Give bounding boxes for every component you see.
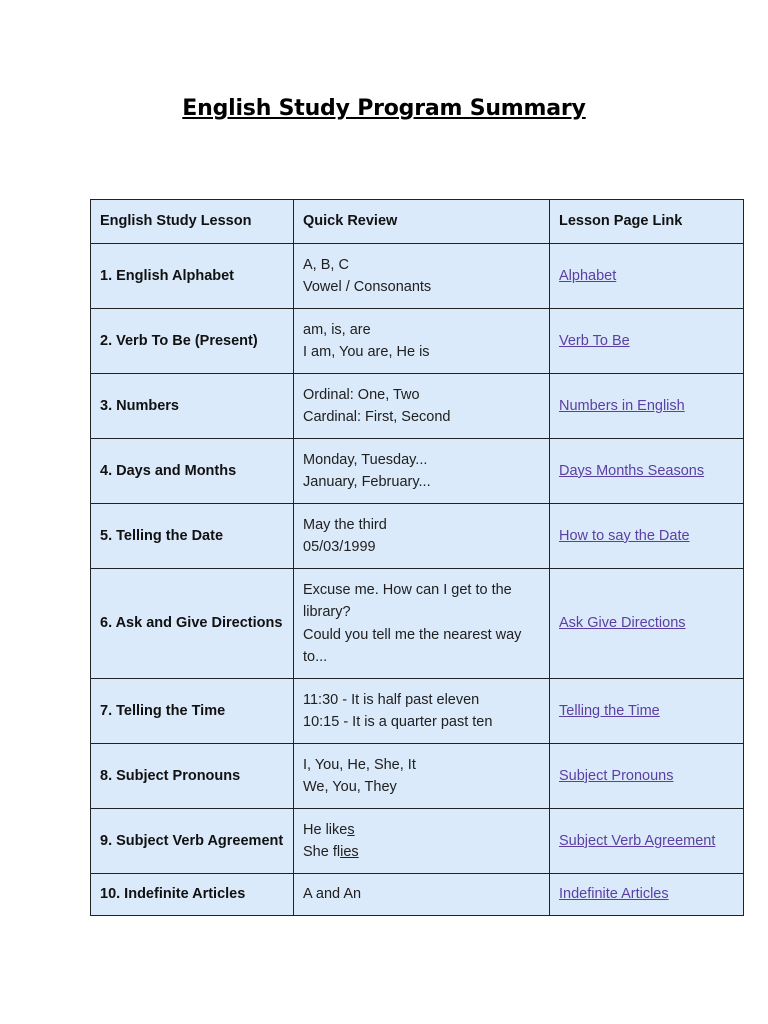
review-line: Could you tell me the nearest way to... [303, 626, 522, 665]
quick-review [294, 744, 550, 809]
quick-review [294, 309, 550, 374]
lesson-link-cell [550, 504, 744, 569]
lesson-link[interactable]: Indefinite Articles [559, 886, 669, 903]
review-line: Cardinal: First, Second [303, 409, 451, 425]
lesson-link-cell [550, 744, 744, 809]
header-lesson: English Study Lesson [91, 200, 294, 244]
lesson-link[interactable]: Alphabet [559, 267, 617, 284]
lesson-link-cell [550, 874, 744, 916]
lesson-name: 10. Indefinite Articles [91, 874, 294, 916]
lesson-link-cell [550, 244, 744, 309]
header-lesson-link: Lesson Page Link [550, 200, 744, 244]
quick-review [294, 439, 550, 504]
lesson-name: 5. Telling the Date [91, 504, 294, 569]
lesson-link-cell [550, 679, 744, 744]
review-line: I am, You are, He is [303, 344, 430, 360]
lesson-name: 4. Days and Months [91, 439, 294, 504]
table-row [91, 244, 744, 309]
lesson-link[interactable]: How to say the Date [559, 527, 690, 544]
lesson-link[interactable]: Subject Verb Agreement [559, 832, 716, 849]
lesson-link[interactable]: Numbers in English [559, 397, 685, 414]
lesson-link-cell [550, 309, 744, 374]
review-line: We, You, They [303, 779, 397, 795]
review-line: am, is, are [303, 321, 371, 338]
lesson-link[interactable]: Ask Give Directions [559, 615, 686, 632]
table-row [91, 504, 744, 569]
table-row [91, 874, 744, 916]
review-line: 10:15 - It is a quarter past ten [303, 714, 493, 730]
review-line: Excuse me. How can I get to the library? [303, 581, 512, 620]
table-row [91, 309, 744, 374]
table-row [91, 679, 744, 744]
lesson-name: 7. Telling the Time [91, 679, 294, 744]
underlined-ending: s [347, 821, 355, 838]
lesson-link[interactable]: Subject Pronouns [559, 767, 674, 784]
review-line: 11:30 - It is half past eleven [303, 691, 480, 708]
lesson-name: 3. Numbers [91, 374, 294, 439]
review-line [303, 819, 540, 842]
review-line [303, 841, 540, 864]
page-title: English Study Program Summary [182, 96, 586, 121]
table-row [91, 809, 744, 874]
lesson-link-cell [550, 374, 744, 439]
lesson-name: 9. Subject Verb Agreement [91, 809, 294, 874]
review-line: I, You, He, She, It [303, 756, 416, 773]
review-text: She fl [303, 844, 341, 860]
review-line: A, B, C [303, 256, 349, 273]
lesson-name: 2. Verb To Be (Present) [91, 309, 294, 374]
summary-table [90, 199, 744, 916]
table-row [91, 439, 744, 504]
quick-review [294, 374, 550, 439]
review-line: Ordinal: One, Two [303, 386, 420, 403]
lesson-link-cell [550, 569, 744, 679]
underlined-ending: ies [340, 844, 359, 860]
quick-review [294, 569, 550, 679]
quick-review [294, 244, 550, 309]
lesson-link-cell [550, 439, 744, 504]
lesson-link[interactable]: Telling the Time [559, 702, 660, 719]
quick-review [294, 874, 550, 916]
lesson-name: 1. English Alphabet [91, 244, 294, 309]
review-line: May the third [303, 516, 387, 533]
table-row [91, 569, 744, 679]
review-line: 05/03/1999 [303, 539, 376, 555]
lesson-link[interactable]: Verb To Be [559, 332, 630, 349]
table-row [91, 374, 744, 439]
lesson-link[interactable]: Days Months Seasons [559, 462, 705, 479]
table-row [91, 744, 744, 809]
lesson-name: 6. Ask and Give Directions [91, 569, 294, 679]
lesson-name: 8. Subject Pronouns [91, 744, 294, 809]
review-line: Vowel / Consonants [303, 279, 432, 295]
quick-review [294, 809, 550, 874]
header-quick-review: Quick Review [294, 200, 550, 244]
review-line: Monday, Tuesday... [303, 451, 428, 468]
review-text: He like [303, 821, 348, 838]
review-line: January, February... [303, 474, 431, 490]
quick-review [294, 504, 550, 569]
lesson-link-cell [550, 809, 744, 874]
table-header-row [91, 200, 744, 244]
quick-review [294, 679, 550, 744]
review-line: A and An [303, 886, 362, 903]
